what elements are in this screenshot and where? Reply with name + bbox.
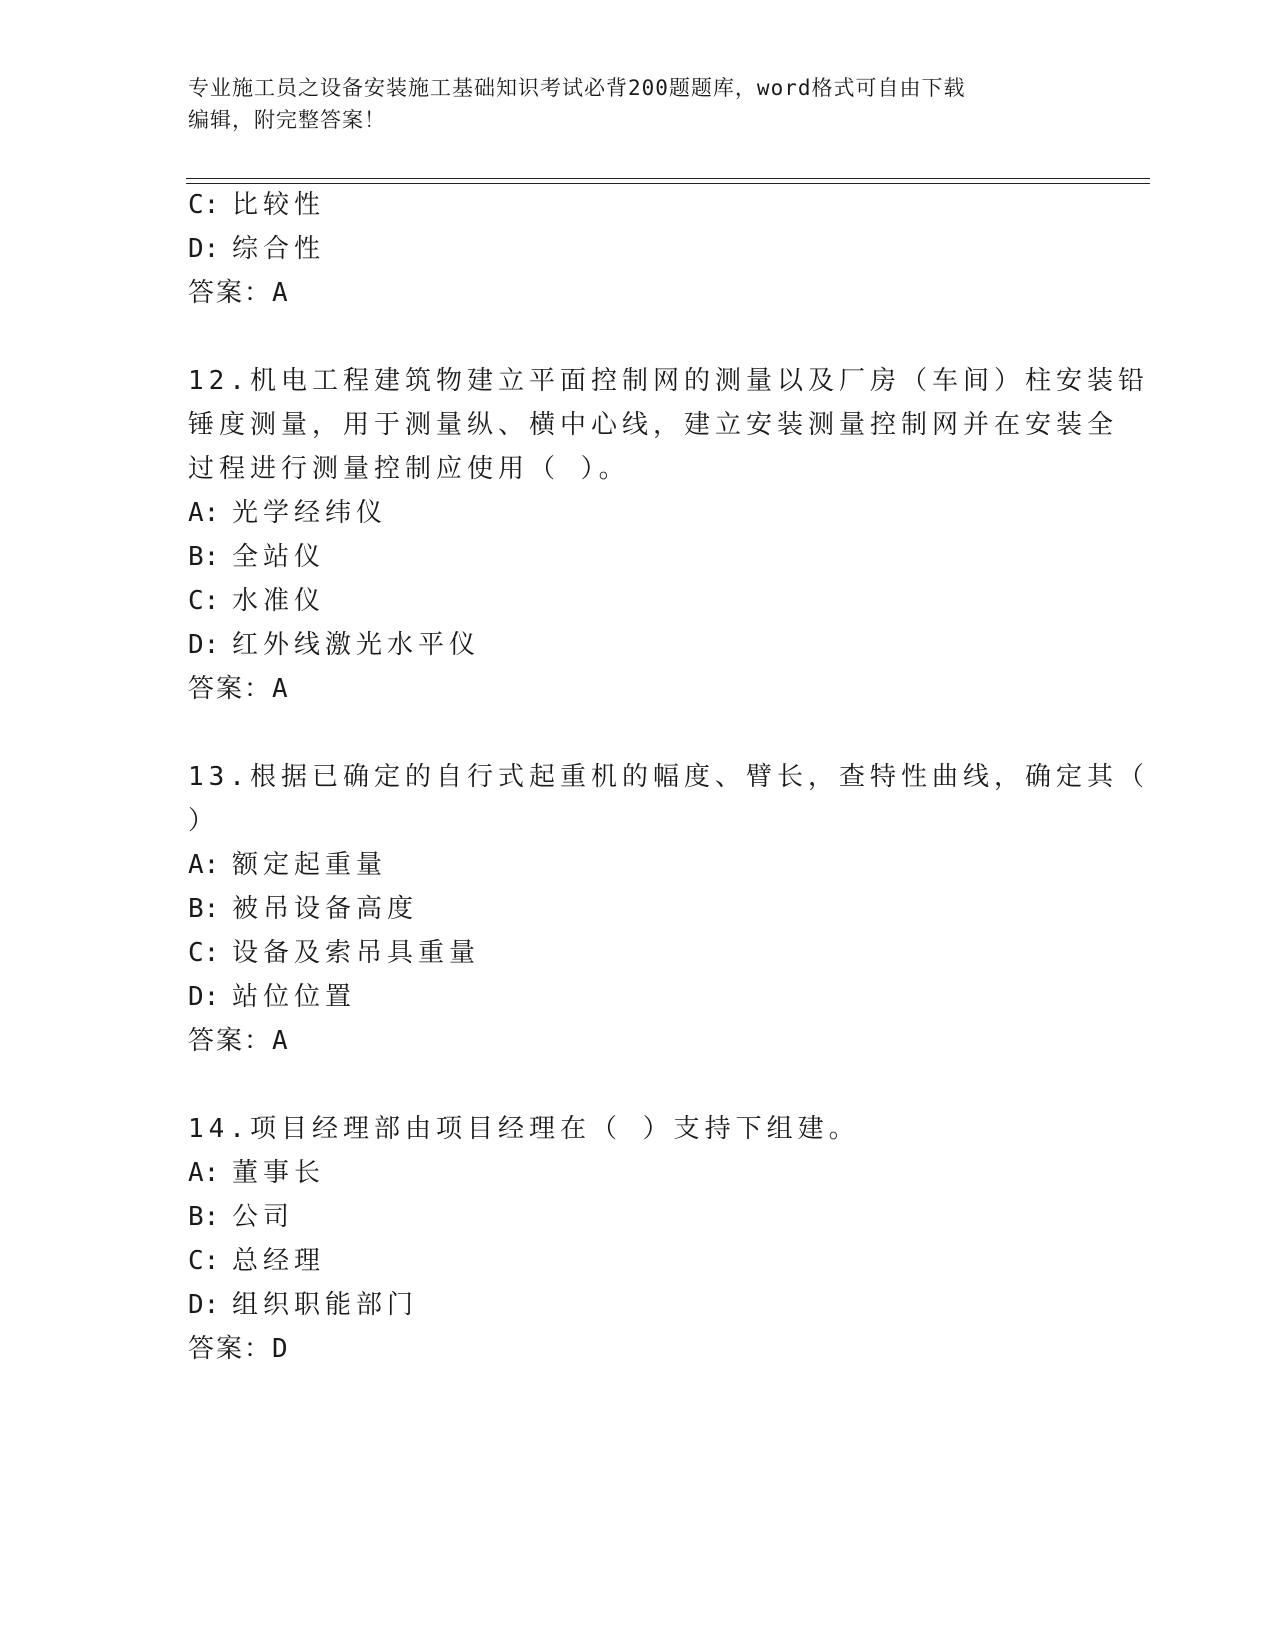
question-13-option-c: C: 设备及索吊具重量 [188, 938, 481, 968]
answer-line: 答案：A [188, 278, 290, 308]
header-line-1: 专业施工员之设备安装施工基础知识考试必背200题题库，word格式可自由下载 [188, 76, 966, 100]
question-14-option-a: A: 董事长 [188, 1158, 326, 1188]
question-12-option-b: B: 全站仪 [188, 542, 326, 572]
question-13-line-2: ） [188, 806, 220, 836]
question-12-option-c: C: 水准仪 [188, 586, 326, 616]
question-14-option-c: C: 总经理 [188, 1246, 326, 1276]
question-12-answer: 答案：A [188, 674, 290, 704]
question-13-option-a: A: 额定起重量 [188, 850, 388, 880]
header-line-2: 编辑，附完整答案！ [188, 108, 386, 132]
option-c: C: 比较性 [188, 190, 326, 220]
document-header [188, 72, 1088, 136]
header-divider [186, 178, 1150, 184]
question-13-option-d: D: 站位位置 [188, 982, 357, 1012]
question-14-option-d: D: 组织职能部门 [188, 1290, 419, 1320]
question-14-option-b: B: 公司 [188, 1202, 295, 1232]
question-12-option-d: D: 红外线激光水平仪 [188, 630, 481, 660]
question-13-option-b: B: 被吊设备高度 [188, 894, 419, 924]
question-14-line-1: 14.项目经理部由项目经理在（ ）支持下组建。 [188, 1114, 860, 1144]
question-13-answer: 答案：A [188, 1026, 290, 1056]
question-12-line-1: 12.机电工程建筑物建立平面控制网的测量以及厂房（车间）柱安装铅 [188, 366, 1149, 396]
question-14-answer: 答案：D [188, 1334, 290, 1364]
question-12-option-a: A: 光学经纬仪 [188, 498, 388, 528]
question-13-line-1: 13.根据已确定的自行式起重机的幅度、臂长，查特性曲线，确定其（ [188, 762, 1149, 792]
question-12-line-2: 锤度测量，用于测量纵、横中心线，建立安装测量控制网并在安装全 [188, 410, 1119, 440]
option-d: D: 综合性 [188, 234, 326, 264]
question-12-line-3: 过程进行测量控制应使用（ ）。 [188, 454, 630, 484]
